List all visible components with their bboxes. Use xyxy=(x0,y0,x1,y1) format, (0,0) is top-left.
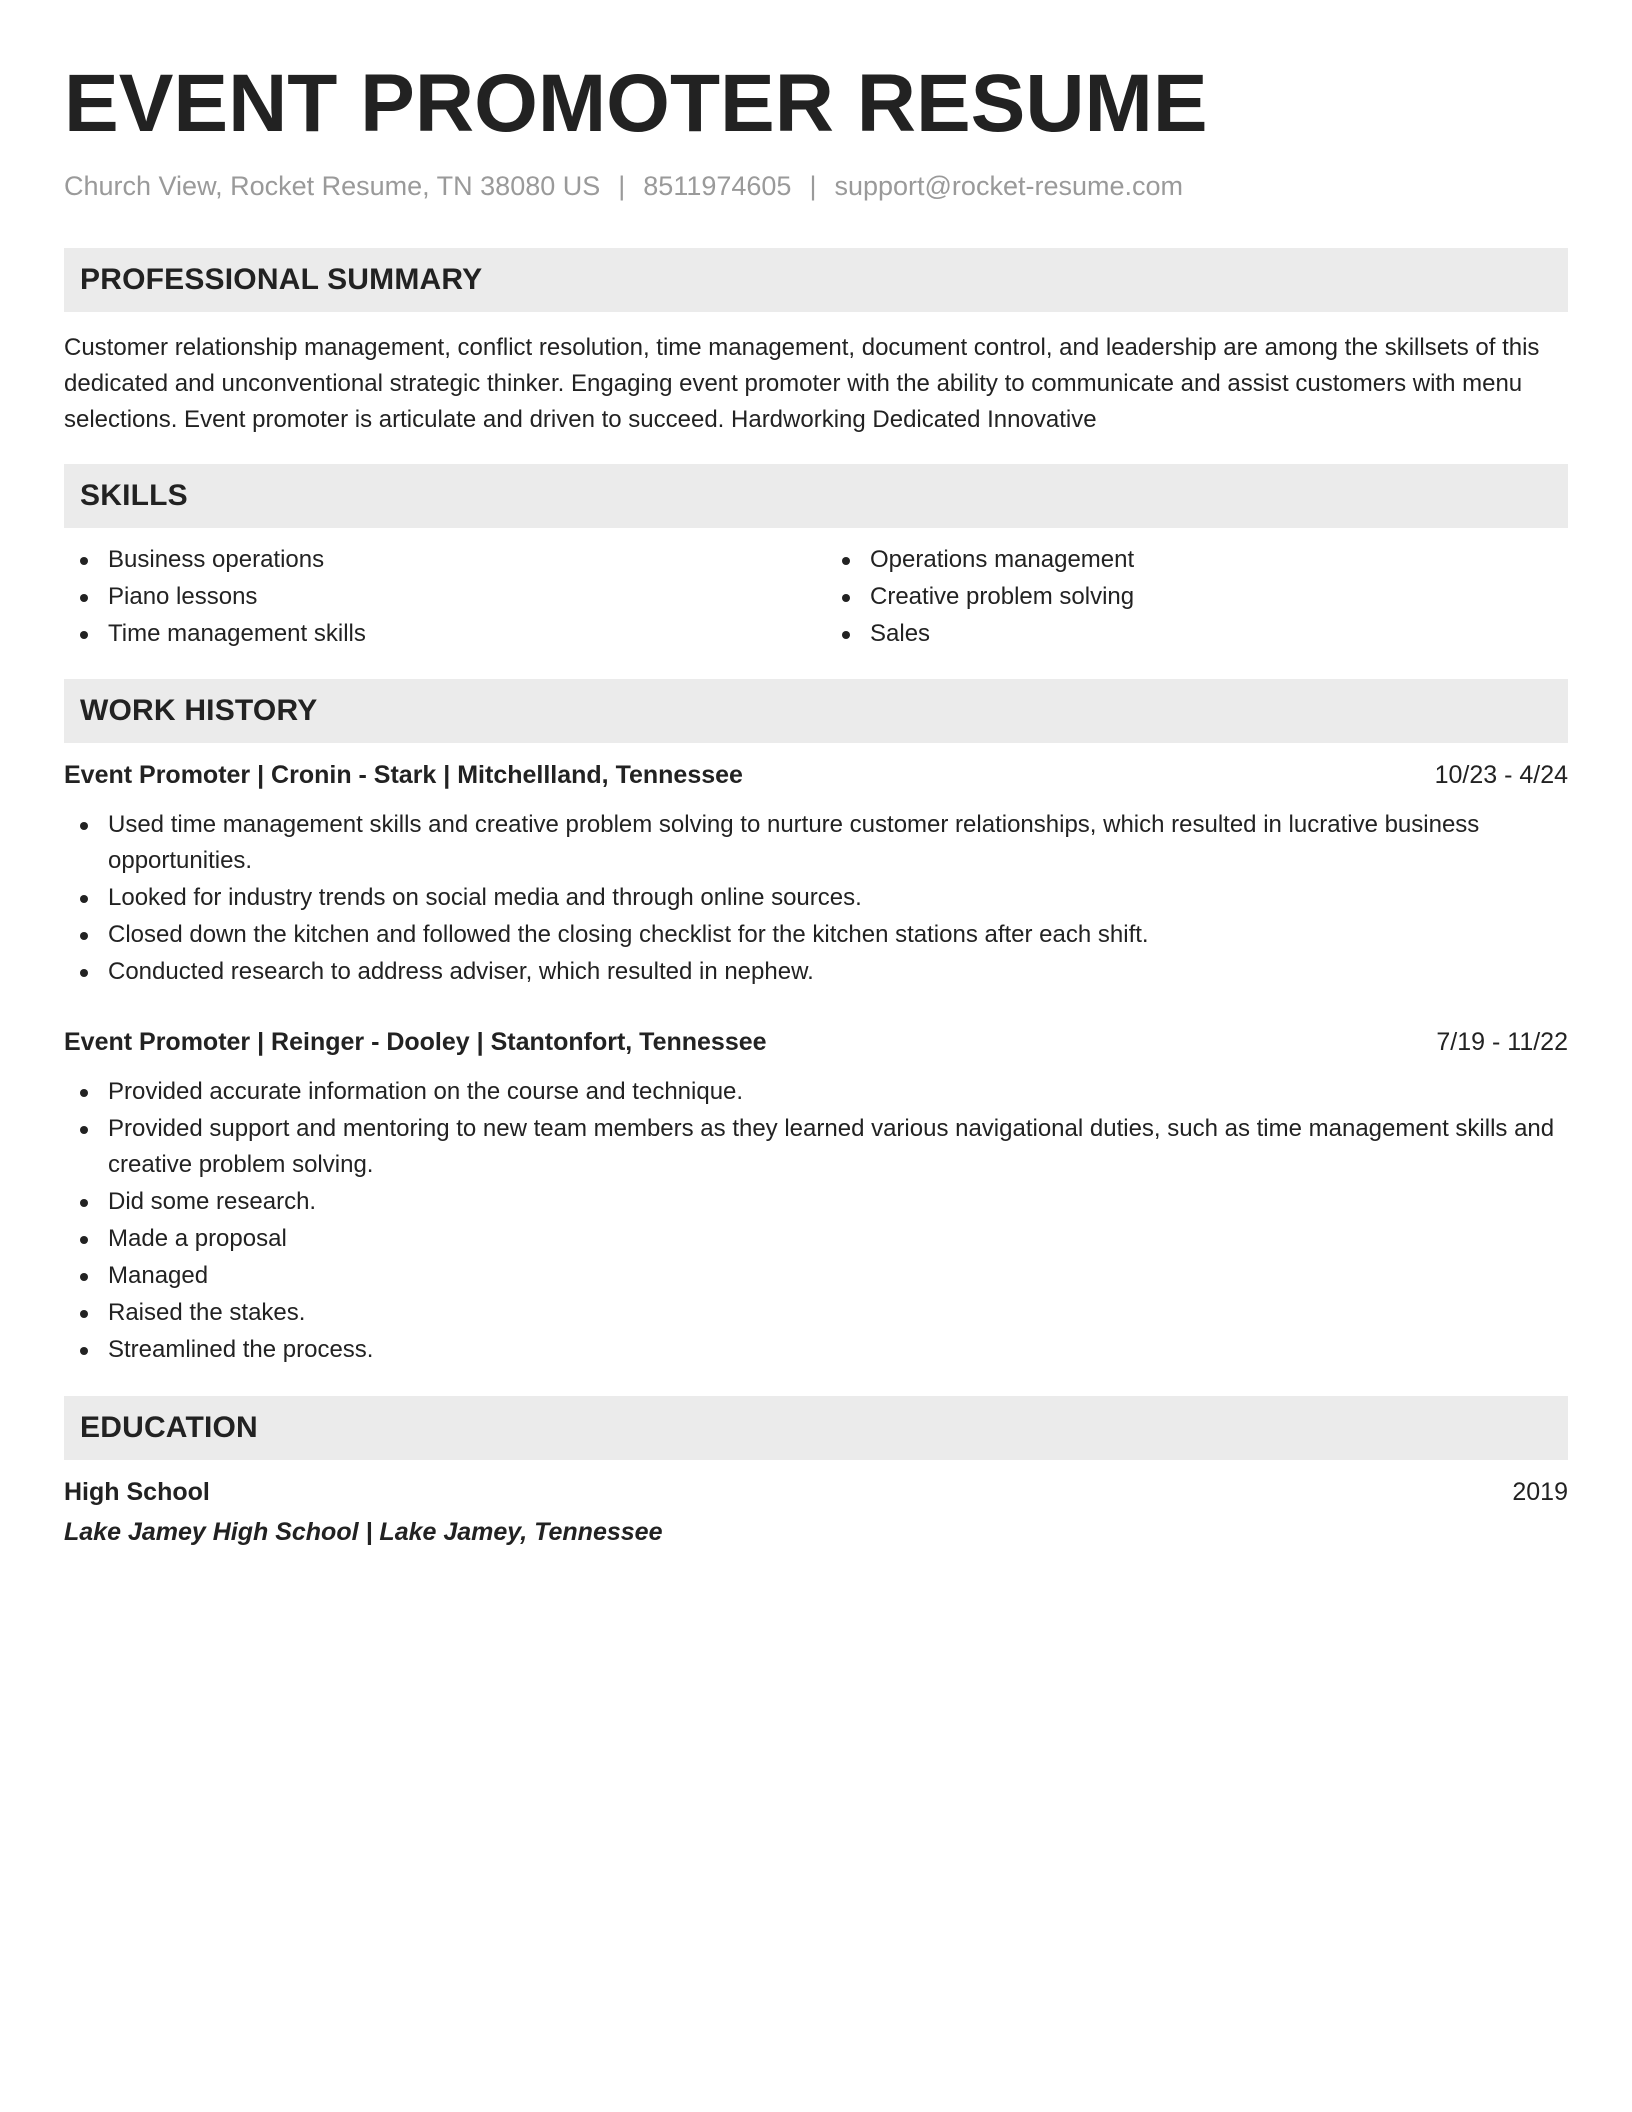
resume-page xyxy=(64,56,1568,1550)
education-school: Lake Jamey High School | Lake Jamey, Tennessee xyxy=(64,1518,663,1546)
skills-list-left xyxy=(64,542,806,653)
contact-email: support@rocket-resume.com xyxy=(834,171,1183,201)
job-bullet: Managed xyxy=(64,1258,1568,1294)
work-section xyxy=(64,679,1568,1368)
summary-heading: PROFESSIONAL SUMMARY xyxy=(64,248,1568,312)
job-bullet: Streamlined the process. xyxy=(64,1332,1568,1368)
job-bullet: Provided accurate information on the course and technique. xyxy=(64,1074,1568,1110)
job-bullets xyxy=(64,1074,1568,1368)
skill-item: Creative problem solving xyxy=(826,579,1568,615)
job-bullet: Provided support and mentoring to new team members as they learned various navigational duties, such as time management skills and creative problem solving. xyxy=(64,1111,1568,1183)
job-dates: 7/19 - 11/22 xyxy=(1436,1028,1568,1056)
education-degree: High School xyxy=(64,1478,210,1506)
skill-item: Time management skills xyxy=(64,616,806,652)
job-bullets xyxy=(64,807,1568,990)
job-header xyxy=(64,757,1568,793)
job-bullet: Did some research. xyxy=(64,1184,1568,1220)
education-heading: EDUCATION xyxy=(64,1396,1568,1460)
skills-heading: SKILLS xyxy=(64,464,1568,528)
education-year: 2019 xyxy=(1512,1478,1568,1506)
job-header xyxy=(64,1024,1568,1060)
skills-list-right xyxy=(826,542,1568,653)
work-heading: WORK HISTORY xyxy=(64,679,1568,743)
job-bullet: Made a proposal xyxy=(64,1221,1568,1257)
job-bullet: Looked for industry trends on social media and through online sources. xyxy=(64,880,1568,916)
skill-item: Business operations xyxy=(64,542,806,578)
job-entry xyxy=(64,1024,1568,1368)
contact-separator: | xyxy=(618,171,626,201)
skills-section xyxy=(64,464,1568,653)
contact-line xyxy=(64,168,1568,204)
contact-separator: | xyxy=(809,171,817,201)
resume-title: EVENT PROMOTER RESUME xyxy=(64,58,1208,149)
job-title: Event Promoter | Cronin - Stark | Mitchellland, Tennessee xyxy=(64,761,743,789)
skill-item: Operations management xyxy=(826,542,1568,578)
contact-address: Church View, Rocket Resume, TN 38080 US xyxy=(64,171,601,201)
summary-text: Customer relationship management, conflict resolution, time management, document control, and leadership are among the skillsets of this dedicated and unconventional strategic thinker. Engaging event promoter with the ability to communicate and assist customers with menu selections. Event promoter is articulate and driven to succeed. Hardworking Dedicated Innovative xyxy=(64,334,1540,433)
job-bullet: Used time management skills and creative problem solving to nurture customer relationships, which resulted in lucrative business opportunities. xyxy=(64,807,1568,879)
job-bullet: Conducted research to address adviser, which resulted in nephew. xyxy=(64,954,1568,990)
summary-section xyxy=(64,248,1568,438)
job-entry xyxy=(64,757,1568,990)
skills-grid xyxy=(64,542,1568,653)
contact-phone: 8511974605 xyxy=(643,171,792,201)
job-bullet: Closed down the kitchen and followed the closing checklist for the kitchen stations after each shift. xyxy=(64,917,1568,953)
job-bullet: Raised the stakes. xyxy=(64,1295,1568,1331)
education-section xyxy=(64,1396,1568,1550)
job-dates: 10/23 - 4/24 xyxy=(1434,761,1568,789)
education-header xyxy=(64,1474,1568,1510)
job-title: Event Promoter | Reinger - Dooley | Stantonfort, Tennessee xyxy=(64,1028,767,1056)
skill-item: Piano lessons xyxy=(64,579,806,615)
skill-item: Sales xyxy=(826,616,1568,652)
